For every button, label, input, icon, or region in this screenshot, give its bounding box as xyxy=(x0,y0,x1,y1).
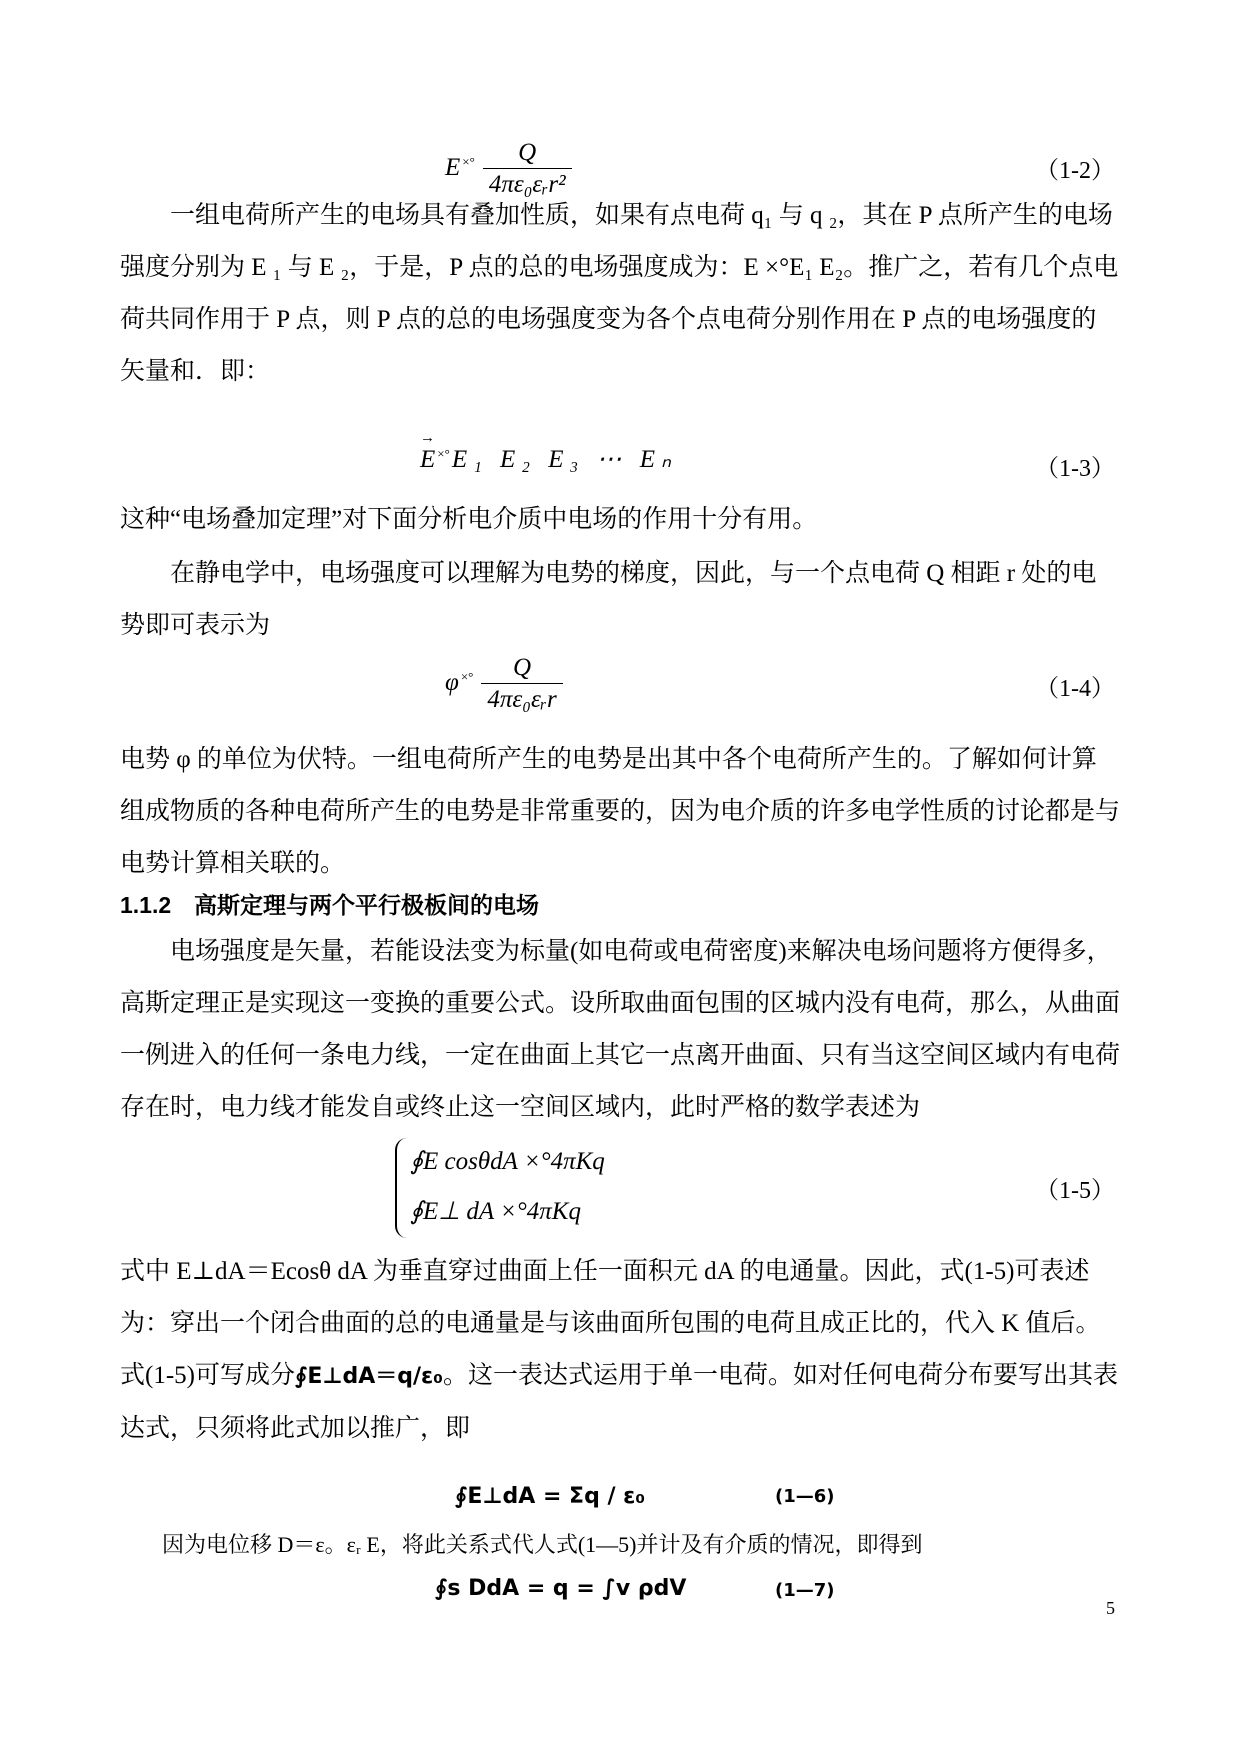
equation-number: (1—7) xyxy=(775,1580,835,1601)
inline-formula: ∮E⊥dA＝q/ε₀ xyxy=(294,1364,443,1389)
paragraph: 一组电荷所产生的电场具有叠加性质，如果有点电荷 q₁ 与 q ₂，其在 P 点所产生的电场强度分别为 E ₁ 与 E ₂，于是，P 点的总的电场强度成为：E ×°E₁ E₂。推广之，若有几个点电荷共同作用于 P 点，则 P 点的总的电场强度变为各个点电荷分别作用在 P 点的电场强度的矢量和．即： xyxy=(120,202,1119,385)
equation-number: （1-5） xyxy=(1035,1178,1115,1204)
paragraph: 这种“电场叠加定理”对下面分析电介质中电场的作用十分有用。 xyxy=(120,506,818,533)
equation-number: （1-2） xyxy=(1035,158,1115,184)
equation-number: （1-4） xyxy=(1035,676,1115,702)
paragraph: 电场强度是矢量，若能设法变为标量(如电荷或电荷密度)来解决电场问题将方便得多，高斯定理正是实现这一变换的重要公式。设所取曲面包围的区城内没有电荷，那么，从曲面一例进入的任何一条电力线，一定在曲面上其它一点离开曲面、只有当这空间区域内有电荷存在时，电力线才能发自或终止这一空间区域内，此时严格的数学表述为 xyxy=(120,938,1121,1121)
equation-number: (1—6) xyxy=(775,1486,835,1507)
paragraph: 在静电学中，电场强度可以理解为电势的梯度，因此，与一个点电荷 Q 相距 r 处的电势即可表示为 xyxy=(120,560,1097,639)
equation-1-5-line2: ∮E⊥ dA ×°4πKq xyxy=(410,1198,581,1225)
equation-1-6: ∮E⊥dA = Σq / ε₀ xyxy=(455,1484,646,1509)
paragraph: 式中 E⊥dA＝Ecosθ dA 为垂直穿过曲面上任一面积元 dA 的电通量。因此，式(1-5)可表述为：穿出一个闭合曲面的总的电通量是与该曲面所包围的电荷且成正比的，代入 K 值后。式(1-5)可写成分∮E⊥dA＝q/ε₀。这一表达式运用于单一电荷。如对任何电荷分布要写出其表达式，只须将此式加以推广，即 xyxy=(120,1258,1118,1442)
equation-1-5-line1: ∮E cosθdA ×°4πKq xyxy=(410,1148,605,1175)
equation-1-3: → E ×°E₁ E₂ E₃ ⋯ Eₙ xyxy=(420,444,677,474)
equation-1-2: E ×° $\frac{Q}{\text{4πε₀εᵣr²}}$ xyxy=(445,138,572,201)
paragraph: 因为电位移 D＝ε。εᵣ E，将此关系式代人式(1—5)并计及有介质的情况，即得到 xyxy=(162,1532,923,1557)
equation-number: （1-3） xyxy=(1035,456,1115,482)
equation-1-7: ∮s DdA = q = ∫v ρdV xyxy=(435,1576,687,1601)
equation-brace xyxy=(395,1138,411,1238)
equation-1-4: φ ×° $\frac{Q}{\text{4πε₀εᵣr}}$ xyxy=(445,653,563,716)
section-heading: 1.1.2 高斯定理与两个平行极板间的电场 xyxy=(120,892,539,918)
page-number: 5 xyxy=(1106,1598,1115,1618)
paragraph: 电势 φ 的单位为伏特。一组电荷所产生的电势是出其中各个电荷所产生的。了解如何计算组成物质的各种电荷所产生的电势是非常重要的，因为电介质的许多电学性质的讨论都是与电势计算相关联的。 xyxy=(120,746,1121,877)
